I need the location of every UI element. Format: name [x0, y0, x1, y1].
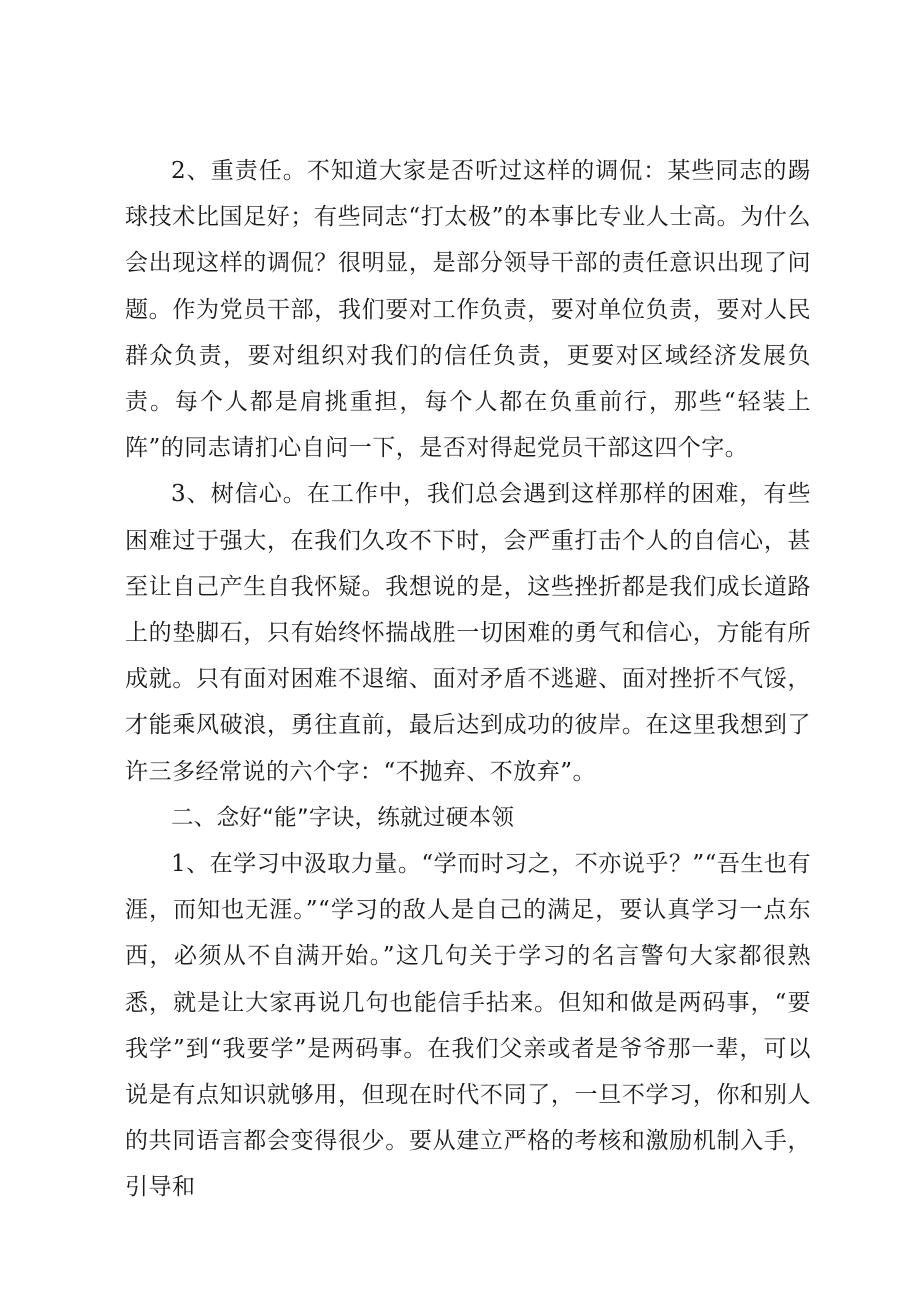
paragraph-confidence: 3、树信心。在工作中，我们总会遇到这样那样的困难，有些困难过于强大，在我们久攻不下时，会严重打击个人的自信心，甚至让自己产生自我怀疑。我想说的是，这些挫折都是我们成长道路上的垫脚石，只有始终怀揣战胜一切困难的勇气和信心，方能有所成就。只有面对困难不退缩、面对矛盾不逃避、面对挫折不气馁，才能乘风破浪，勇往直前，最后达到成功的彼岸。在这里我想到了许三多经常说的六个字：“不抛弃、不放弃”。 — [125, 481, 811, 785]
paragraph-learning: 1、在学习中汲取力量。“学而时习之，不亦说乎？”“吾生也有涯，而知也无涯。”“学习的敌人是自己的满足，要认真学习一点东西，必须从不自满开始。”这几句关于学习的名言警句大家都很熟悉，就是让大家再说几句也能信手拈来。但知和做是两码事，“要我学”到“我要学”是两码事。在我们父亲或者是爷爷那一辈，可以说是有点知识就够用，但现在时代不同了，一旦不学习，你和别人的共同语言都会变得很少。要从建立严格的考核和激励机制入手，引导和 — [125, 851, 811, 1201]
section-heading: 二、念好“能”字诀，练就过硬本领 — [171, 804, 515, 831]
paragraph-responsibility: 2、重责任。不知道大家是否听过这样的调侃：某些同志的踢球技术比国足好；有些同志“打太极”的本事比专业人士高。为什么会出现这样的调侃？很明显，是部分领导干部的责任意识出现了问题。作为党员干部，我们要对工作负责，要对单位负责，要对人民群众负责，要对组织对我们的信任负责，更要对区域经济发展负责。每个人都是肩挑重担，每个人都在负重前行，那些“轻装上阵”的同志请扪心自问一下，是否对得起党员干部这四个字。 — [125, 158, 811, 462]
document-page — [125, 148, 811, 1211]
